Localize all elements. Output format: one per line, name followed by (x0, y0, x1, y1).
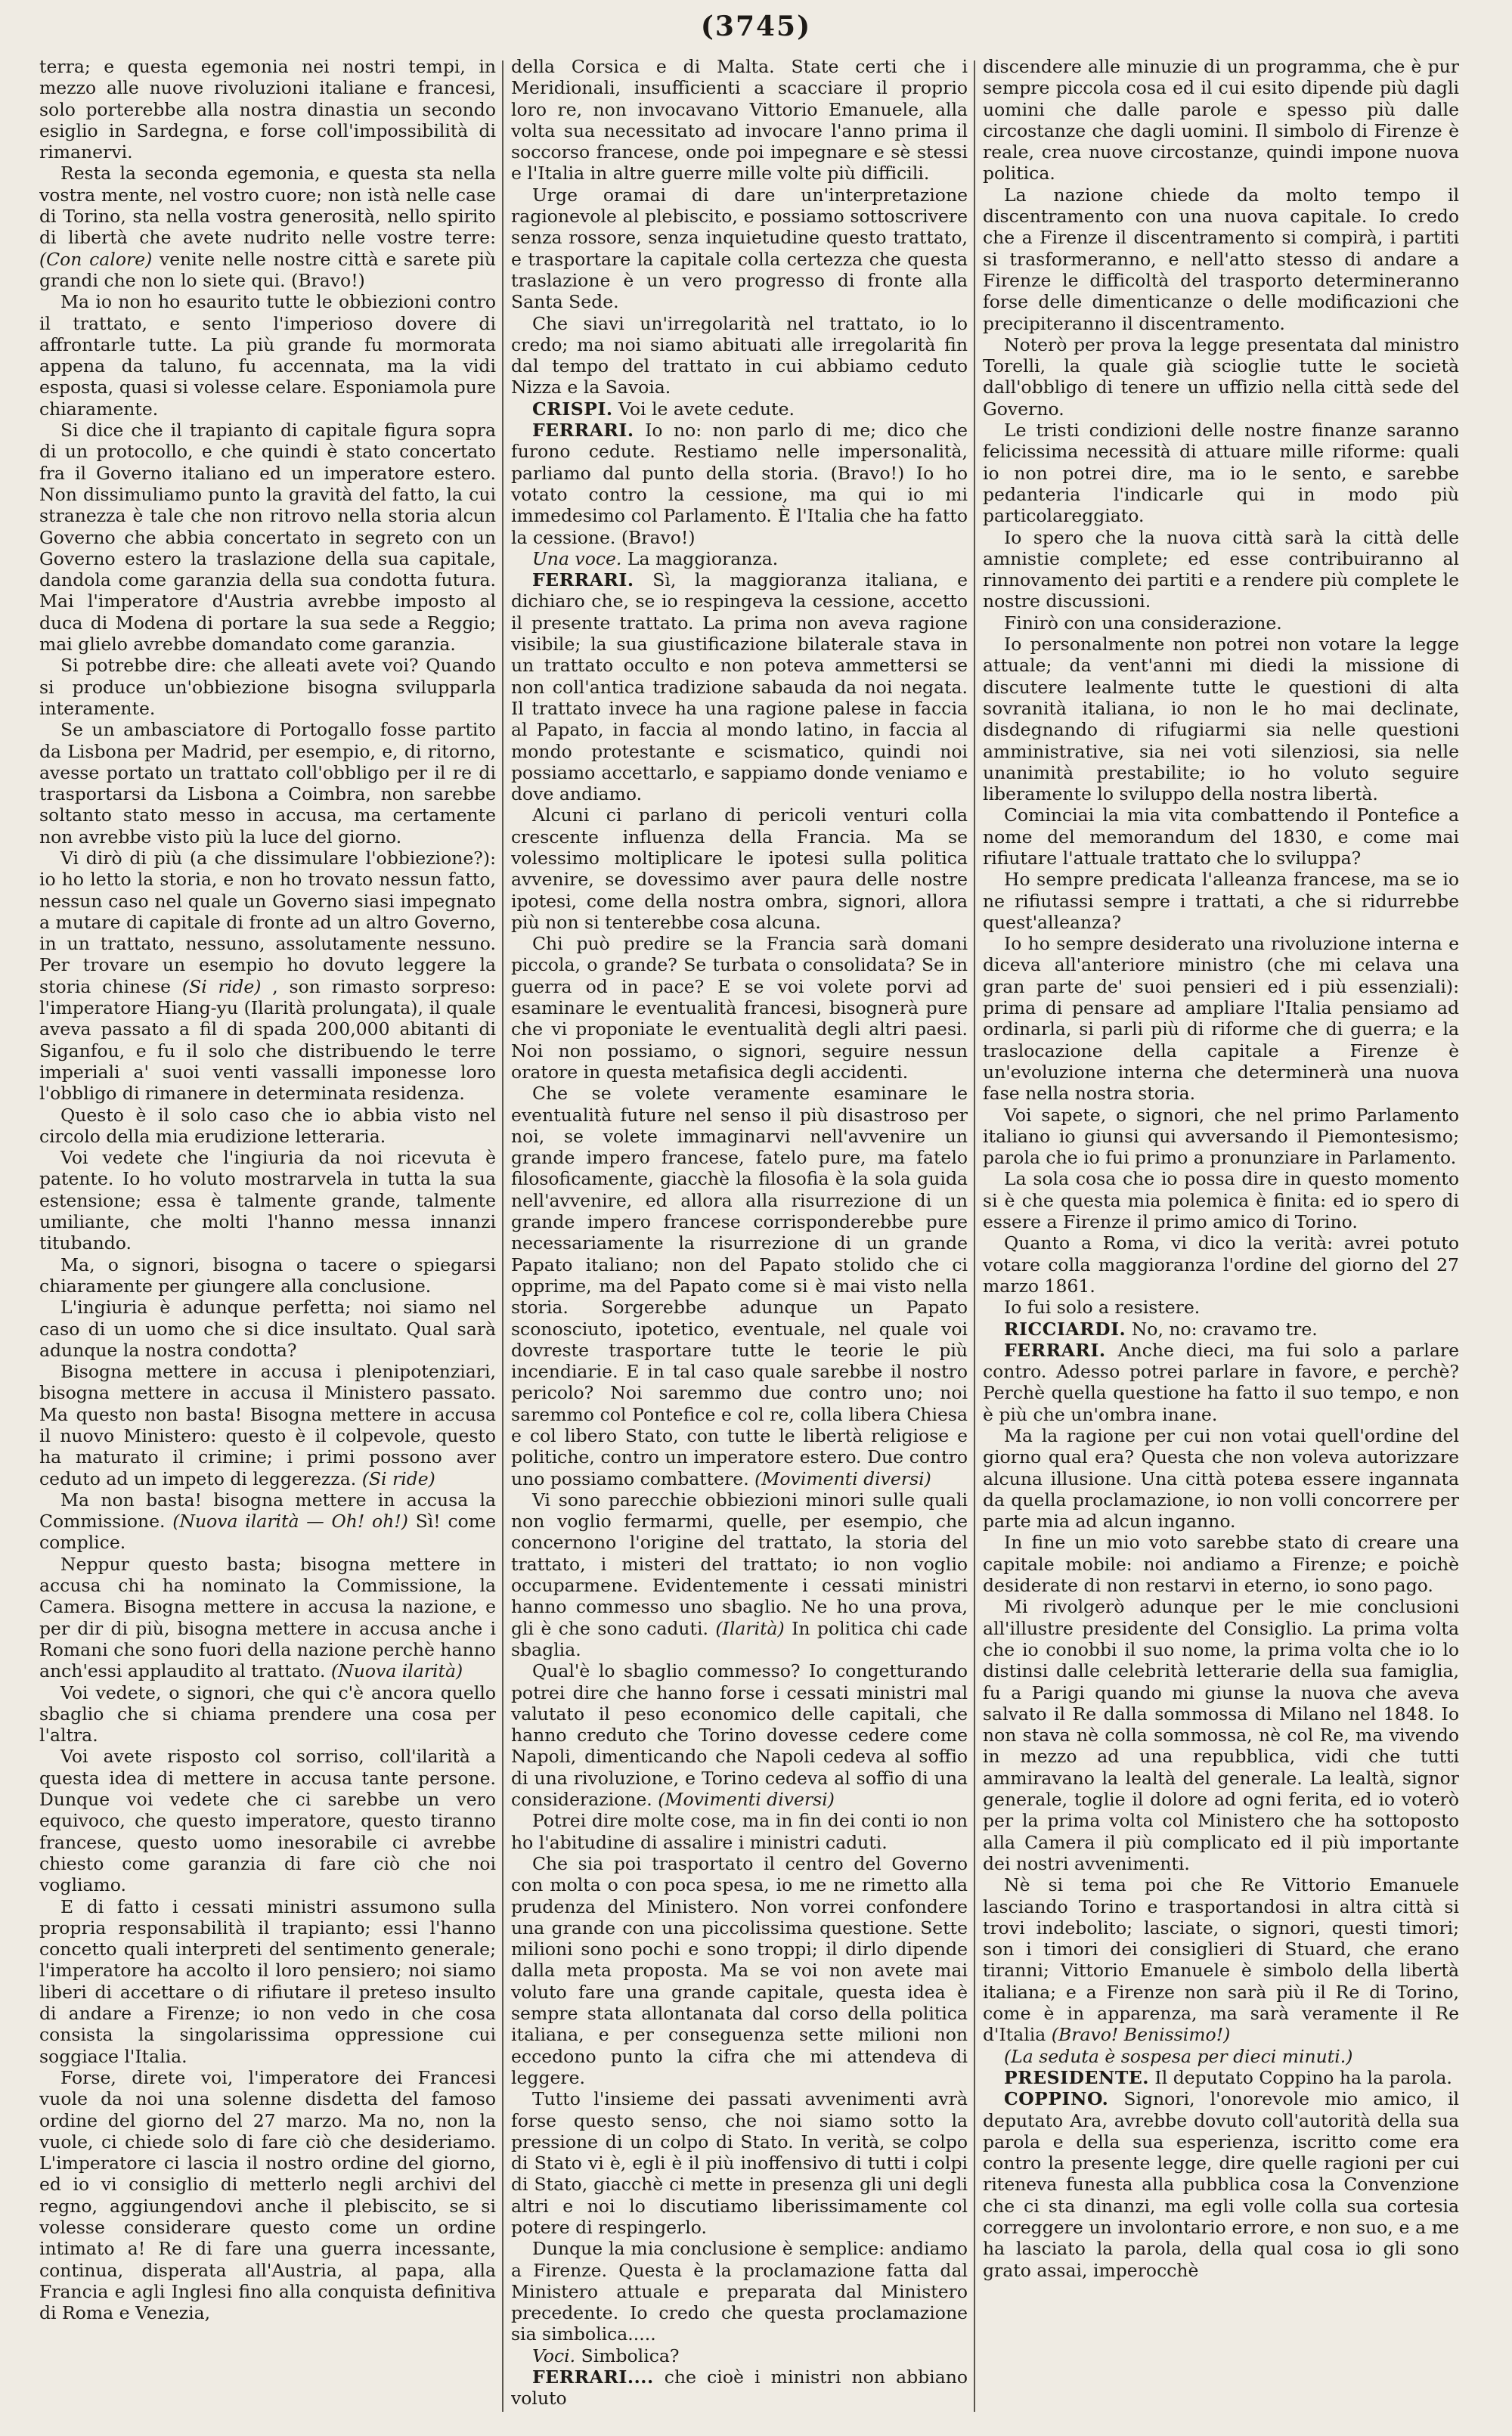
paragraph (39, 420, 496, 655)
paragraph (983, 2046, 1459, 2067)
paragraph (983, 1105, 1459, 1169)
paragraph-text: Qual'è lo sbaglio commesso? Io congetturando potrei dire che hanno forse i cessati ministri mal valutato il peso economico delle capitali, che hanno creduto che Torino dovesse cedere come Napoli, dimenticando che Napoli cedeva al soffio di una rivoluzione, e Torino cedeva al soffio di una considerazione. (511, 1660, 968, 1811)
paragraph (39, 56, 496, 163)
paragraph (511, 1853, 968, 2088)
stage-direction: (Si ride) (361, 1467, 435, 1489)
paragraph-text: Signori, l'onorevole mio amico, il deputato Ara, avrebbe dovuto coll'autorità della sua parola e della sua esperienza, iscritto come era contro la presente legge, dire quelle ragioni per cui riteneva funesta alla pubblica cosa la Convenzione che ci sta dinanzi, ma egli volle colla sua cortesia correggere un involontario errore, e non suo, e a me ha lasciato la parola, della qual cosa io gli sono grato assai, imperocchè (983, 2088, 1459, 2281)
text-column-middle (511, 56, 968, 2415)
paragraph (983, 634, 1459, 804)
paragraph (983, 56, 1459, 184)
paragraph-text: Mi rivolgerò adunque per le mie conclusioni all'illustre presidente del Consiglio. La prima volta che io conobbi il suo nome, la prima volta che io lo distinsi dalle celebrità letterarie della sua famiglia, fu a Parigi quando mi giunse la nuova che aveva salvato il Re dalla sommossa di Milano nel 1848. Io non stava nè colla sommossa, nè col Re, ma vivendo in mezzo ad una repubblica, vidi che tutti ammiravano la lealtà del generale. La lealtà, signor generale, toglie il dolore ad ogni ferita, ed io voterò per la prima volta col Ministero che ha sottoposto alla Camera il più complicato ed il più importante dei nostri avvenimenti. (983, 1596, 1459, 1874)
paragraph (39, 1896, 496, 2067)
paragraph (511, 1660, 968, 1810)
paragraph-text: Io personalmente non potrei non votare la legge attuale; da vent'anni mi diedi la missione di discutere lealmente tutte le questioni di alta sovranità italiana, io non le ho mai declinate, disdegnando di rifugiarmi sia nelle questioni amministrative, sia nei voti silenziosi, sia nelle unanimità prestabilite; io ho voluto seguire liberamente lo sviluppo della nostra libertà. (983, 634, 1459, 805)
paragraph-text: Ma non basta! bisogna mettere in accusa la Commissione. (39, 1489, 496, 1533)
paragraph-text: Resta la seconda egemonia, e questa sta nella vostra mente, nel vostro cuore; non istà nelle case di Torino, sta nella vostra generosità, nello spirito di libertà che avete nudrito nelle vostre terre: (39, 163, 496, 249)
paragraph-text: Che siavi un'irregolarità nel trattato, io lo credo; ma noi siamo abituati alle irregolarità fin dal tempo del trattato in cui abbiamo ceduto Nizza e la Savoia. (511, 312, 968, 398)
paragraph (511, 2366, 968, 2410)
paragraph (983, 527, 1459, 612)
paragraph (511, 1489, 968, 1660)
paragraph-text: Si dice che il trapianto di capitale figura sopra di un protocollo, e che quindi è stato concertato fra il Governo italiano ed un imperatore estero. Non dissimuliamo punto la gravità del fatto, la cui stranezza è tale che non ritrovo nella storia alcun Governo che abbia concertato in segreto con un Governo estero la traslazione della sua capitale, dandola come garanzia della sua condotta futura. Mai l'imperatore d'Austria avrebbe imposto al duca di Modena di portare la sua sede a Reggio; mai glielo avrebbe domandato come garanzia. (39, 420, 496, 655)
paragraph (511, 184, 968, 313)
stage-direction: (Movimenti diversi) (754, 1467, 931, 1489)
paragraph-text: Simbolica? (581, 2345, 680, 2366)
paragraph-text: Il deputato Coppino ha la parola. (1154, 2066, 1452, 2088)
speaker-name: FERRARI.... (532, 2366, 654, 2388)
paragraph (983, 1425, 1459, 1532)
paragraph-text: Noterò per prova la legge presentata dal ministro Torelli, la quale già scioglie tutte le società dall'obbligo di tenere un uffizio nella città sede del Governo. (983, 333, 1459, 420)
paragraph (39, 1682, 496, 1746)
stage-direction: (Nuova ilarità — Oh! oh!) (172, 1511, 408, 1533)
paragraph-text: Ma io non ho esaurito tutte le obbiezioni contro il trattato, e sento l'imperioso dovere di affrontarle tutte. La più grande fu mormorata appena da taluno, fu accennata, ma la vidi esposta, quasi si volesse celare. Esponiamola pure chiaramente. (39, 291, 496, 420)
stage-direction: (Ilarità) (715, 1617, 785, 1639)
paragraph-text: che cioè i ministri non abbiano voluto (511, 2366, 968, 2410)
paragraph-text: In fine un mio voto sarebbe stato di creare una capitale mobile: noi andiamo a Firenze; e poichè desiderate di non restarvi in eterno, io sono pago. (983, 1532, 1459, 1597)
paragraph-text: Anche dieci, ma fui solo a parlare contro. Adesso potrei parlare in favore, e perchè? Perchè quella questione ha fatto il suo tempo, e non è più che un'ombra inane. (983, 1339, 1459, 1425)
paragraph (39, 2067, 496, 2324)
paragraph-text: No, no: cravamo tre. (1131, 1318, 1318, 1340)
page-number: (3745) (700, 11, 812, 42)
paragraph (511, 2088, 968, 2238)
paragraph-text: Vi dirò di più (a che dissimulare l'obbiezione?): io ho letto la storia, e non ho trovato nessun fatto, nessun caso nel quale un Governo siasi impegnato a mutare di capitale di fronte ad un altro Governo, in un trattato, nessuno, assolutamente nessuno. Per trovare un esempio ho dovuto leggere la storia chinese (39, 847, 496, 997)
paragraph (39, 1254, 496, 1297)
stage-direction: (Movimenti diversi) (658, 1789, 835, 1811)
paragraph-text: Sì, la maggioranza italiana, e dichiaro che, se io respingeva la cessione, accetto il presente trattato. La prima non aveva ragione visibile; la sua giustificazione bilaterale stava in un trattato occulto e non poteva ammettersi se non coll'antica tradizione sabauda da noi negata. Il trattato invece ha una ragione palese in faccia al Papato, in faccia al mondo latino, in faccia al mondo protestante e scismatico, quindi noi possiamo accettarlo, e sappiamo donde veniamo e dove andiamo. (511, 569, 968, 805)
paragraph-text: Voi sapete, o signori, che nel primo Parlamento italiano io giunsi qui avversando il Piemontesismo; parola che io fui primo a pronunziare in Parlamento. (983, 1104, 1459, 1169)
paragraph (39, 1297, 496, 1361)
paragraph (983, 804, 1459, 869)
paragraph (983, 869, 1459, 933)
stage-direction: (Con calore) (39, 248, 153, 270)
stage-direction: (Si ride) (181, 975, 262, 997)
paragraph-text: Ho sempre predicata l'alleanza francese, ma se io ne rifiutassi sempre i trattati, a che si ridurrebbe quest'alleanza? (983, 869, 1459, 933)
paragraph-text: Io spero che la nuova città sarà la città delle amnistie complete; ed esse contribuiranno al rinnovamento dei partiti e a rendere più complete le nostre discussioni. (983, 526, 1459, 612)
paragraph (39, 655, 496, 719)
paragraph-text: Io ho sempre desiderato una rivoluzione interna e diceva all'anteriore ministro (che mi celava una gran parte de' suoi pensieri ed i più essenziali): prima di pensare ad ampliare l'Italia pensiamo ad ordinarla, si parli più di riforme che di guerra; e la traslocazione della capitale a Firenze è un'evoluzione interna che determinerà una nuova fase nella nostra storia. (983, 933, 1459, 1105)
speaker-name: CRISPI. (532, 398, 613, 420)
paragraph-text: Tutto l'insieme dei passati avvenimenti avrà forse questo senso, che noi siamo sotto la pressione di un colpo di Stato. In verità, se colpo di Stato vi è, egli è il più inoffensivo di tutti i colpi di Stato, giacchè ci mette in presenza gli uni degli altri e noi lo discutiamo liberissimamente col potere di respingerlo. (511, 2088, 968, 2238)
paragraph-text: La sola cosa che io possa dire in questo momento si è che questa mia polemica è finita: ed io spero di essere a Firenze il primo amico di Torino. (983, 1168, 1459, 1233)
paragraph (511, 933, 968, 1083)
paragraph (39, 163, 496, 291)
speaker-name: FERRARI. (1004, 1339, 1106, 1361)
paragraph-text: Ma, o signori, bisogna o tacere o spiegarsi chiaramente per giungere alla conclusione. (39, 1254, 496, 1297)
paragraph-text: Nè si tema poi che Re Vittorio Emanuele lasciando Torino e trasportandosi in altra città si trovi indebolito; lasciate, o signori, questi timori; son i timori dei consiglieri di Stuard, che erano tiranni; Vittorio Emanuele è simbolo della libertà italiana; e a Firenze non sarà più il Re di Torino, come è in apparenza, ma sarà veramente il Re d'Italia (983, 1874, 1459, 2046)
paragraph-text: L'ingiuria è adunque perfetta; noi siamo nel caso di un uomo che si dice insultato. Qual sarà adunque la nostra condotta? (39, 1297, 496, 1361)
paragraph (983, 612, 1459, 634)
paragraph (511, 313, 968, 398)
paragraph (511, 2238, 968, 2345)
paragraph-text: della Corsica e di Malta. State certi che i Meridionali, insufficienti a scacciare il proprio loro re, non invocavano Vittorio Emanuele, alla volta sua necessitato ad invocare l'anno prima il soccorso francese, onde poi impegnare e sè stessi e l'Italia in altre guerre mille volte più difficili. (511, 56, 968, 184)
paragraph-text: Voi vedete che l'ingiuria da noi ricevuta è patente. Io ho voluto mostrarvela in tutta la sua estensione; essa è talmente grande, talmente umiliante, che molti l'hanno messa innanzi titubando. (39, 1147, 496, 1254)
paragraph-text: terra; e questa egemonia nei nostri tempi, in mezzo alle nuove rivoluzioni italiane e francesi, solo porterebbe alla nostra dinastia un secondo esiglio in Sardegna, e forse coll'impossibilità di rimanervi. (39, 56, 496, 163)
paragraph (39, 719, 496, 848)
paragraph-text: Chi può predire se la Francia sarà domani piccola, o grande? Se turbata o consolidata? Se in guerra od in pace? E se voi volete porvi ad esaminare le eventualità francesi, bisognerà pure che vi proponiate le eventualità degli altri paesi. Noi non possiamo, o signori, seguire nessun oratore in questa metafisica degli accidenti. (511, 933, 968, 1083)
paragraph-text: Che sia poi trasportato il centro del Governo con molta o con poca spesa, io me ne rimetto alla prudenza del Ministero. Non vorrei confondere una grande con una piccolissima questione. Sette milioni sono pochi e sono troppi; il dirlo dipende dalla meta proposta. Ma se voi non avete mai voluto fare una grande capitale, questa idea è sempre stata allontanata dal corso della politica italiana, e per conseguenza sette milioni non eccedono punto la cifra che mi attendeva di leggere. (511, 1852, 968, 2088)
speaker-name: FERRARI. (532, 569, 634, 591)
paragraph (511, 804, 968, 933)
paragraph (511, 56, 968, 184)
paragraph-text: Sì! come complice. (39, 1511, 496, 1554)
paragraph-text: Che se volete veramente esaminare le eventualità future nel senso il più disastroso per noi, se volete immaginarvi nell'avvenire un grande impero francese, fatelo pure, ma fatelo filosoficamente, giacchè la filosofia è la sola guida nell'avvenire, ed allora alla risurrezione di un grande impero francese corrisponderebbe pure necessariamente la risurrezione di un grande Papato italiano; non del Papato stolido che ci opprime, ma del Papato come si è mai visto nella storia. Sorgerebbe adunque un Papato sconosciuto, ipotetico, eventuale, nel quale voi dovreste trasportare tutte le teorie le più incendiarie. E in tal caso quale sarebbe il nostro pericolo? Noi saremmo due contro uno; noi saremmo col Pontefice e col re, colla libera Chiesa e col libero Stato, con tutte le libertà religiose e politiche, contro un imperatore estero. Due contro uno possiamo combattere. (511, 1083, 968, 1489)
paragraph-text: La nazione chiede da molto tempo il discentramento con una nuova capitale. Io credo che a Firenze il discentramento si compirà, i partiti si trasformeranno, e nell'atto stesso di andare a Firenze le difficoltà del trasporto determineranno forse delle dimenticanze o delle modificazioni che precipiteranno il discentramento. (983, 184, 1459, 334)
paragraph (983, 1297, 1459, 1318)
paragraph-text: Urge oramai di dare un'interpretazione ragionevole al plebiscito, e possiamo sottoscrivere senza rossore, senza inquietudine questo trattato, e trasportare la capitale colla certezza che questa traslazione è un vero progresso di fronte alla Santa Sede. (511, 184, 968, 313)
paragraph-text: Alcuni ci parlano di pericoli venturi colla crescente influenza della Francia. Ma se volessimo moltiplicare le ipotesi sulla politica avvenire, se dovessimo aver paura delle nostre ipotesi, come della nostra ombra, signori, allora più non si tenterebbe cosa alcuna. (511, 804, 968, 933)
paragraph (39, 1746, 496, 1895)
paragraph (39, 1147, 496, 1254)
paragraph-text: discendere alle minuzie di un programma, che è pur sempre piccola cosa ed il cui esito dipende più dagli uomini che dalle parole e spesso più dalle circostanze che dagli uomini. Il simbolo di Firenze è reale, crea nuove circostanze, quindi impone nuova politica. (983, 56, 1459, 184)
paragraph-text: Io fui solo a resistere. (1004, 1297, 1201, 1319)
paragraph-text: , son rimasto sorpreso: l'imperatore Hiang-yu (Ilarità prolungata), il quale aveva passato a fil di spada 200,000 abitanti di Siganfou, e fu il solo che distribuendo le terre imperiali a' suoi venti vassalli imponesse loro l'obbligo di rimanere in determinata residenza. (39, 975, 496, 1105)
paragraph-text: E di fatto i cessati ministri assumono sulla propria responsabilità il trapianto; essi l'hanno concetto quali interpreti del sentimento generale; l'imperatore ha accolto il loro pensiero; noi siamo liberi di accettare o di rifiutare il preteso insulto di andare a Firenze; io non vedo in che cosa consista la singolarissima oppressione cui soggiace l'Italia. (39, 1895, 496, 2067)
paragraph-text: Si potrebbe dire: che alleati avete voi? Quando si produce un'obbiezione bisogna svilupparla interamente. (39, 655, 496, 719)
paragraph (983, 1319, 1459, 1340)
paragraph (983, 334, 1459, 420)
paragraph-text: Dunque la mia conclusione è semplice: andiamo a Firenze. Questa è la proclamazione fatta dal Ministero attuale e preparata dal Ministero precedente. Io credo che questa proclamazione sia simbolica..... (511, 2238, 968, 2345)
paragraph (511, 569, 968, 804)
paragraph-text: La maggioranza. (627, 547, 779, 569)
paragraph (983, 420, 1459, 526)
stage-direction: (La seduta è sospesa per dieci minuti.) (1004, 2045, 1353, 2067)
paragraph (39, 848, 496, 1105)
text-column-left (39, 56, 496, 2415)
stage-direction: (Bravo! Benissimo!) (1051, 2024, 1231, 2046)
paragraph-text: Io no: non parlo di me; dico che furono cedute. Restiamo nelle impersonalità, parliamo dal punto della storia. (Bravo!) Io ho votato contro la cessione, ma qui io mi immedesimo col Parlamento. È l'Italia che ha fatto la cessione. (Bravo!) (511, 420, 968, 548)
paragraph-text: Bisogna mettere in accusa i plenipotenziari, bisogna mettere in accusa il Ministero passato. Ma questo non basta! Bisogna mettere in accusa il nuovo Ministero: questo è il colpevole, questo ha maturato il crimine; i primi possono aver ceduto ad un impeto di leggerezza. (39, 1361, 496, 1489)
paragraph-text: Cominciai la mia vita combattendo il Pontefice a nome del memorandum del 1830, e come mai rifiutare l'attuale trattato che lo sviluppa? (983, 804, 1459, 869)
column-divider (502, 60, 503, 2412)
paragraph (983, 1168, 1459, 1232)
paragraph-text: In politica chi cade sbaglia. (511, 1617, 968, 1660)
paragraph-text: Finirò con una considerazione. (1004, 612, 1282, 634)
paragraph (983, 1340, 1459, 1425)
speaker-name: Una voce. (532, 547, 622, 569)
paragraph (511, 1810, 968, 1853)
paragraph-text: Potrei dire molte cose, ma in fin dei conti io non ho l'abitudine di assalire i ministri caduti. (511, 1810, 968, 1853)
paragraph-text: Voi le avete cedute. (618, 398, 795, 420)
paragraph-text: Se un ambasciatore di Portogallo fosse partito da Lisbona per Madrid, per esempio, e, di ritorno, avesse portato un trattato coll'obbligo per il re di trasportarsi da Lisbona a Coimbra, non sarebbe soltanto stato messo in accusa, ma certamente non avrebbe visto più la luce del giorno. (39, 719, 496, 848)
paragraph (39, 1554, 496, 1682)
paragraph-text: Voi avete risposto col sorriso, coll'ilarità a questa idea di mettere in accusa tante persone. Dunque voi vedete che ci sarebbe un vero equivoco, che questo imperatore, questo tiranno francese, questo uomo inesorabile ci avrebbe chiesto come garanzia di fare ciò che noi vogliamo. (39, 1746, 496, 1896)
paragraph (511, 548, 968, 569)
speaker-name: RICCIARDI. (1004, 1318, 1126, 1340)
column-divider (974, 60, 975, 2412)
paragraph (983, 933, 1459, 1104)
paragraph (511, 2345, 968, 2366)
speaker-name: COPPINO. (1004, 2088, 1109, 2110)
paragraph-text: Le tristi condizioni delle nostre finanze saranno felicissima necessità di attuare mille riforme: quali io non potrei dire, ma io le sento, e sarebbe pedanteria l'indicarle qui in modo più particolareggiato. (983, 420, 1459, 527)
paragraph (39, 291, 496, 420)
speaker-name: FERRARI. (532, 420, 634, 442)
paragraph (39, 1489, 496, 1554)
paragraph (983, 1596, 1459, 1874)
paragraph (983, 2088, 1459, 2281)
paragraph (983, 1874, 1459, 2045)
speaker-name: PRESIDENTE. (1004, 2066, 1149, 2088)
paragraph-text: Quanto a Roma, vi dico la verità: avrei potuto votare colla maggioranza l'ordine del giorno del 27 marzo 1861. (983, 1232, 1459, 1297)
paragraph (983, 2067, 1459, 2088)
stage-direction: (Nuova ilarità) (331, 1660, 463, 1682)
paragraph (39, 1105, 496, 1148)
paragraph-text: Ma la ragione per cui non votai quell'ordine del giorno qual era? Questa che non voleva autorizzare alcuna illusione. Una città potева essere ingannata da quella proclamazione, io non volli concorrere per parte mia ad alcun inganno. (983, 1425, 1459, 1533)
paragraph-text: Vi sono parecchie obbiezioni minori sulle quali non voglio fermarmi, quelle, per esempio, che concernono l'origine del trattato, la storia del trattato, i misteri del trattato; io non voglio occuparmene. Evidentemente i cessati ministri hanno commesso uno sbaglio. Ne ho una prova, gli è che sono caduti. (511, 1489, 968, 1639)
paragraph-text: Questo è il solo caso che io abbia visto nel circolo della mia erudizione letteraria. (39, 1104, 496, 1147)
paragraph-text: Neppur questo basta; bisogna mettere in accusa chi ha nominato la Commissione, la Camera. Bisogna mettere in accusa la nazione, e per dir di più, bisogna mettere in accusa anche i Romani che sono fuori della nazione perchè hanno anch'essi applaudito al trattato. (39, 1553, 496, 1682)
paragraph (39, 1361, 496, 1489)
paragraph-text: Voi vedete, o signori, che qui c'è ancora quello sbaglio che si chiama prendere una cosa per l'altra. (39, 1681, 496, 1746)
paragraph (511, 420, 968, 548)
paragraph-text: venite nelle nostre città e sarete più grandi che non lo siete qui. (Bravo!) (39, 248, 496, 291)
text-column-right (983, 56, 1459, 2415)
paragraph-text: Forse, direte voi, l'imperatore dei Francesi vuole da noi una solenne disdetta del famoso ordine del giorno del 27 marzo. Ma no, non la vuole, ci chiede solo di fare ciò che desideriamo. L'imperatore ci lascia il nostro ordine del giorno, ed io vi consiglio di metterlo negli archivi del regno, aggiungendovi anche il plebiscito, se si volesse considerare questo come un ordine intimato a! Re di fare una guerra incessante, continua, disperata all'Austria, al papa, alla Francia e agli Inglesi fino alla conquista definitiva di Roma e Venezia, (39, 2066, 496, 2324)
paragraph (983, 184, 1459, 334)
paragraph (983, 1532, 1459, 1596)
speaker-name: Voci. (532, 2345, 576, 2366)
paragraph (983, 1232, 1459, 1297)
paragraph (511, 398, 968, 420)
paragraph (511, 1083, 968, 1489)
